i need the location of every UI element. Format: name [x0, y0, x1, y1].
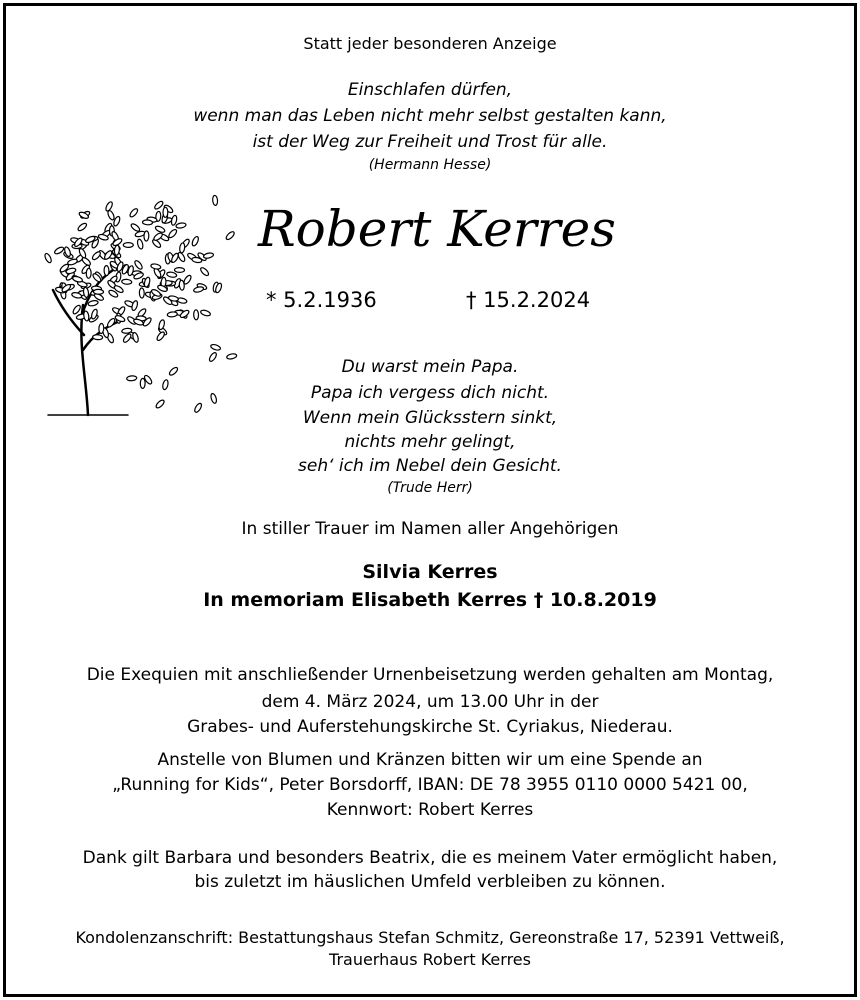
deceased-name: Robert Kerres: [258, 200, 616, 258]
poem1-line: wenn man das Leben nicht mehr selbst gestalten kann,: [193, 106, 667, 126]
leaf-shape: [225, 230, 236, 240]
leaf-shape: [130, 223, 141, 233]
leaf-shape: [54, 246, 65, 255]
leaf-shape: [114, 245, 120, 255]
leaf-shape: [179, 280, 185, 290]
leaf-shape: [167, 311, 177, 317]
leaf-shape: [200, 309, 211, 317]
leaf-shape: [193, 286, 204, 293]
leaf-shape: [210, 343, 221, 351]
poem1-author: (Hermann Hesse): [368, 157, 492, 173]
leaf-shape: [88, 300, 99, 307]
poem2-line: seh‘ ich im Nebel dein Gesicht.: [298, 456, 562, 476]
poem2-line: Du warst mein Papa.: [341, 357, 519, 377]
leaf-shape: [153, 200, 164, 210]
leaf-shape: [168, 228, 178, 239]
leaf-shape: [176, 222, 187, 228]
leaf-shape: [106, 317, 116, 328]
leaf-shape: [156, 331, 166, 342]
leaf-shape: [77, 222, 88, 232]
funeral-text: dem 4. März 2024, um 13.00 Uhr in der: [261, 692, 599, 712]
leaf-shape: [174, 268, 184, 273]
leaf-shape: [153, 232, 164, 242]
leaf-shape: [72, 275, 83, 283]
in-memoriam: In memoriam Elisabeth Kerres † 10.8.2019: [203, 589, 657, 611]
leaf-shape: [123, 243, 133, 248]
leaf-shape: [134, 259, 144, 270]
thanks-text: Dank gilt Barbara und besonders Beatrix, die es meinem Vater ermöglicht haben,: [82, 848, 778, 868]
poem1-line: Einschlafen dürfen,: [347, 80, 513, 100]
leaf-shape: [144, 231, 149, 241]
leaf-shape: [83, 311, 89, 322]
mourner-name: Silvia Kerres: [362, 561, 498, 583]
header-text: Statt jeder besonderen Anzeige: [303, 34, 557, 53]
leaf-shape: [122, 333, 132, 344]
mourning-line: In stiller Trauer im Namen aller Angehörigen: [241, 519, 619, 539]
poem2-line: Wenn mein Glücksstern sinkt,: [302, 408, 558, 428]
donation-text: Anstelle von Blumen und Kränzen bitten wir um eine Spende an: [157, 750, 703, 770]
poem2-line: Papa ich vergess dich nicht.: [310, 383, 550, 403]
leaf-shape: [99, 323, 104, 333]
condolence-address: Trauerhaus Robert Kerres: [329, 950, 531, 969]
leaf-shape: [44, 253, 53, 264]
leaf-shape: [179, 243, 185, 254]
leaf-shape: [104, 266, 109, 276]
birth-date: * 5.2.1936: [266, 288, 377, 312]
leaf-shape: [212, 195, 218, 205]
donation-text: Kennwort: Robert Kerres: [326, 800, 534, 820]
death-date: † 15.2.2024: [466, 288, 591, 312]
leaf-shape: [166, 271, 177, 278]
condolence-address: Kondolenzanschrift: Bestattungshaus Stefan Schmitz, Gereonstraße 17, 52391 Vettweiß,: [75, 928, 785, 947]
donation-text: „Running for Kids“, Peter Borsdorff, IBAN: DE 78 3955 0110 0000 5421 00,: [112, 775, 748, 795]
leaf-shape: [191, 236, 200, 247]
leaf-shape: [122, 279, 132, 284]
leaf-shape: [163, 207, 168, 217]
leaf-shape: [93, 289, 103, 294]
leaf-shape: [122, 328, 132, 334]
leaf-shape: [105, 201, 114, 212]
leaf-shape: [86, 268, 91, 278]
leaf-shape: [142, 220, 152, 225]
leaf-shape: [132, 332, 140, 343]
leaf-shape: [155, 225, 166, 234]
poem2-line: nichts mehr gelingt,: [344, 432, 516, 452]
leaf-shape: [72, 304, 82, 315]
leaf-shape: [194, 310, 199, 320]
poem1-line: ist der Weg zur Freiheit und Trost für alle.: [252, 132, 608, 152]
leaf-shape: [91, 250, 101, 260]
leaf-shape: [129, 207, 139, 218]
leaf-shape: [203, 252, 214, 259]
leaf-shape: [137, 239, 144, 250]
leaf-shape: [139, 288, 144, 298]
funeral-text: Die Exequien mit anschließender Urnenbeisetzung werden gehalten am Montag,: [86, 665, 774, 685]
leaf-shape: [199, 266, 209, 276]
leaf-shape: [92, 334, 102, 339]
thanks-text: bis zuletzt im häuslichen Umfeld verbleiben zu können.: [194, 872, 666, 892]
funeral-text: Grabes- und Auferstehungskirche St. Cyriakus, Niederau.: [187, 717, 673, 737]
poem2-author: (Trude Herr): [387, 480, 473, 496]
leaf-shape: [150, 263, 161, 270]
